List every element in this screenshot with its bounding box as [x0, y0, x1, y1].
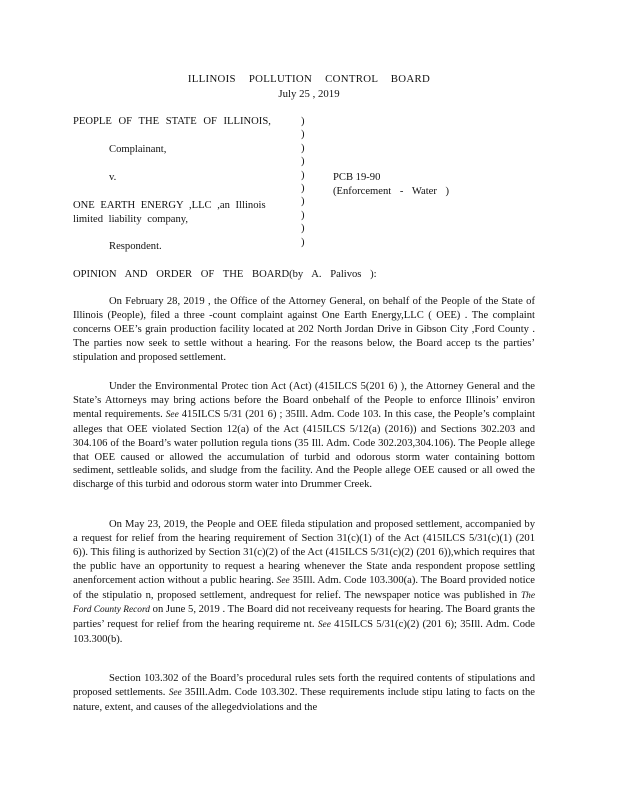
case-type: (Enforcement - Water ) — [333, 186, 450, 197]
see-citation: See — [168, 687, 182, 698]
paren: ) — [301, 236, 305, 248]
see-citation: See — [276, 575, 290, 586]
paragraph-3-text-c: on June 5, 2019 . The Board did not receiveany requests for hearing. The Board grants the parties’ request for relief from the hearing requireme nt. — [73, 604, 535, 631]
defendant-description: limited liability company, — [73, 214, 189, 225]
paren: ) — [301, 182, 305, 194]
newspaper-name: The Ford County Record — [73, 590, 535, 616]
case-caption — [73, 115, 543, 255]
paren: ) — [301, 196, 305, 208]
paragraph-3-text-b: 35Ill. Adm. Code 103.300(a). The Board provided notice of the stipulatio n, proposed settlement, andrequest for relief. The newspaper notice was published in — [73, 574, 535, 601]
paragraph-2-text-b: 415ILCS 5/31 (201 6) ; 35Ill. Adm. Code 103. In this case, the People’s complaint alleges that OEE violated Section 12(a) of the Act (415ILCS 5/12(a) (2016)) and Sections 302.203 and 304.106 of the Board’s water pollution regula tions (35 Ill. Adm. Code 302.203,304.106). The People allege that OEE caused or allowed the accumulation of turbid and odorous storm water containing bottom sediment, settleable solids, and sludge from the facility. And the People allege OEE caused or all owed the discharge of this turbid and odorous storm water into Drummer Creek. — [73, 408, 536, 491]
paren: ) — [301, 156, 305, 168]
see-citation: See — [165, 409, 179, 420]
case-number: PCB 19-90 — [333, 172, 381, 183]
paren: ) — [301, 142, 305, 154]
paren: ) — [301, 223, 305, 235]
opinion-heading: OPINION AND ORDER OF THE BOARD(by A. Palivos ): — [73, 269, 377, 280]
paren: ) — [301, 129, 305, 141]
paren: ) — [301, 116, 305, 127]
plaintiff-name: PEOPLE OF THE STATE OF ILLINOIS, — [73, 116, 271, 127]
paragraph-3-text-d: 415ILCS 5/31(c)(2) (201 6); 35Ill. Adm. Code 103.300(b). — [73, 619, 536, 646]
paragraph-3-text-a: On May 23, 2019, the People and OEE fileda stipulation and proposed settlement, accompanied by a request for relief from the hearing requirement of Section 31(c)(1) of the Act (415ILCS 5/31(c)(1) (201 6)). This filing is authorized by Section 31(c)(2) of the Act (415ILCS 5/31(c)(2) (201 6)),which requires that the public have an opportunity to request a hearing whenever the State anda respondent propose settling anenforcement action without a public hearing. — [73, 519, 535, 586]
paragraph-4-text-a: Section 103.302 of the Board’s procedural rules sets forth the required contents of stipulations and proposed settlements. — [73, 673, 535, 698]
order-date: July 25 , 2019 — [278, 88, 340, 100]
paragraph-4 — [73, 672, 535, 715]
paragraph-2-text-a: Under the Environmental Protec tion Act (Act) (415ILCS 5(201 6) ), the Attorney General and the State’s Attorneys may bring actions before the Board onbehalf of the People to enforce Illinois’ environ mental requirements. — [73, 381, 535, 420]
defendant-name: ONE EARTH ENERGY ,LLC ,an Illinois — [73, 200, 266, 211]
paragraph-1 — [73, 295, 535, 365]
paragraph-2 — [73, 380, 535, 492]
paragraph-3 — [73, 518, 535, 647]
caption-parentheses — [301, 115, 311, 249]
plaintiff-role: Complainant, — [109, 144, 167, 155]
paren: ) — [301, 169, 305, 181]
versus-label: v. — [109, 172, 117, 183]
paragraph-4-text-b: 35Ill.Adm. Code 103.302. These requirements include stipu lating to facts on the nature, extent, and causes of the allegedviolations and the — [73, 686, 536, 713]
board-title: ILLINOIS POLLUTION CONTROL BOARD — [187, 73, 431, 85]
paragraph-1-text: On February 28, 2019 , the Office of the Attorney General, on behalf of the People of the State of Illinois (People), filed a three -count complaint against One Earth Energy,LLC ( OEE) . The complaint concerns OEE’s grain production facility located at 202 North Jordan Drive in Gibson City ,Ford County . The parties now seek to settle without a hearing. For the reasons below, the Board accep ts the parties’ stipulation and proposed settlement. — [73, 296, 535, 363]
paren: ) — [301, 209, 305, 221]
defendant-role: Respondent. — [109, 241, 162, 252]
see-citation: See — [317, 620, 331, 631]
